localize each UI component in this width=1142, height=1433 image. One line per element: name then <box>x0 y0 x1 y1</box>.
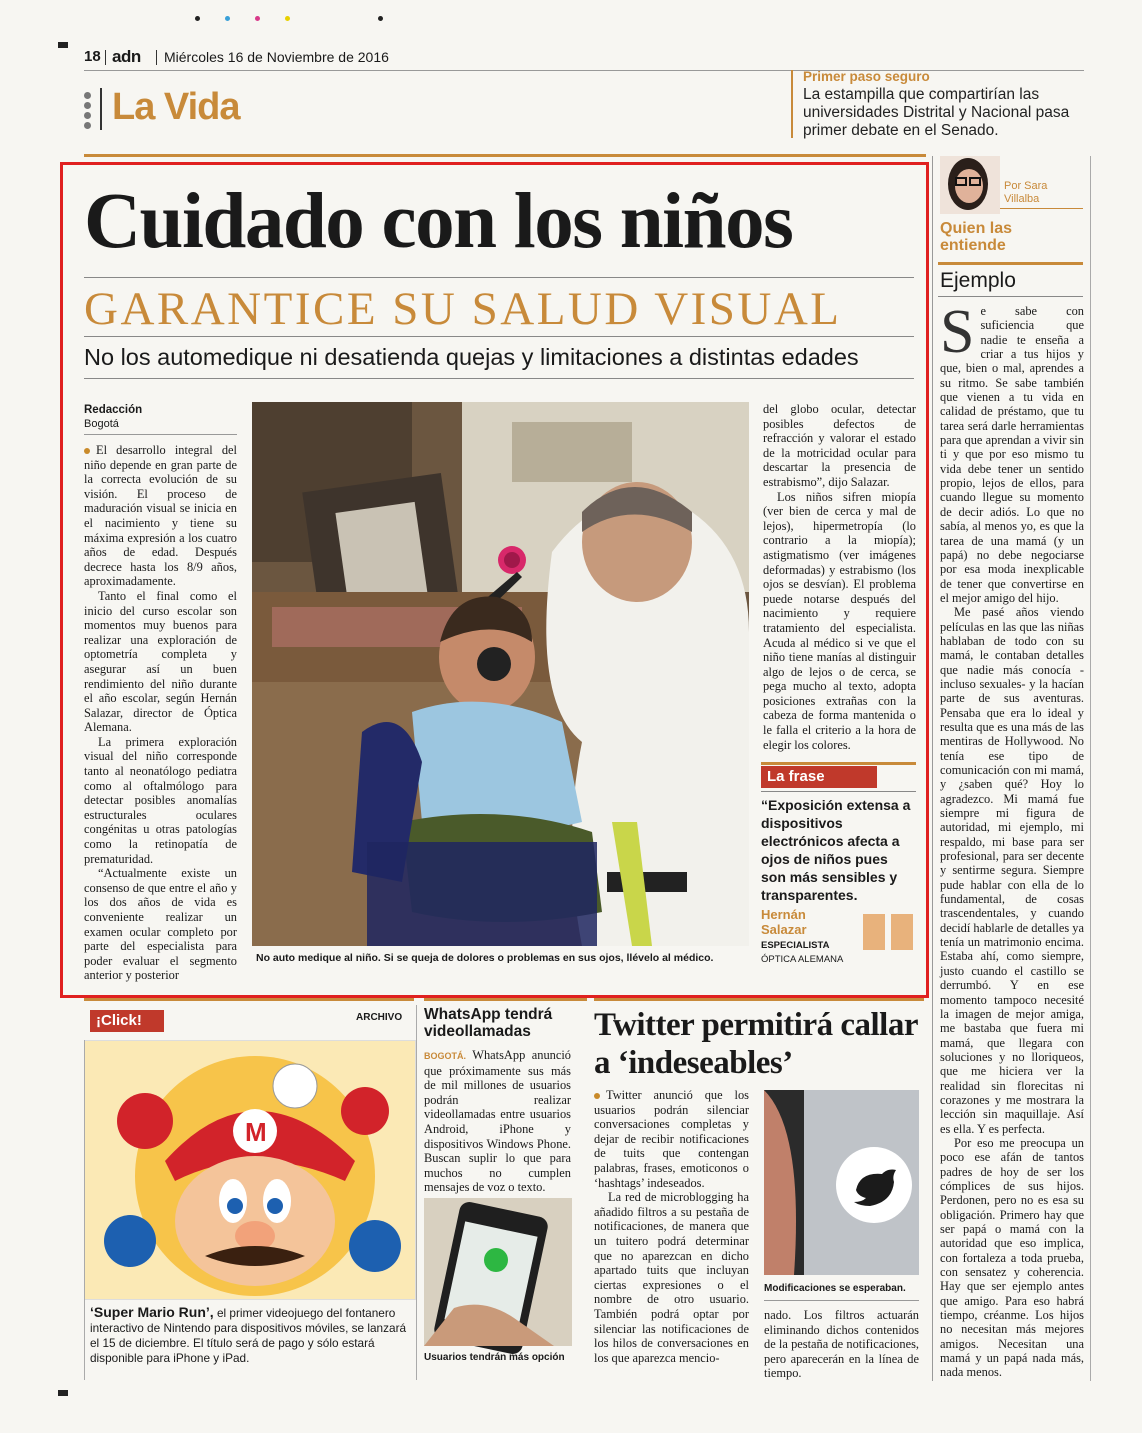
paragraph: Los niños sifren miopía (ver bien de cerca y mal de lejos), hipermetropía (lo contrario a la miopía); astigmatismo (ver imágenes deformadas) y estrabismo (los ojos se desvían). El problema puede notarse después del nacimiento y requiere tratamiento del especialista. Acuda al médico si ve que el niño tiene manías al distinguir algo de lejos o de cerca, se pega mucho al texto, adopta posiciones extrañas con la cabeza de forma mantenida o le falla el criterio a la hora de elegir los colores. <box>763 489 916 752</box>
page-header <box>84 48 1084 71</box>
whatsapp-caption: Usuarios tendrán más opción <box>424 1352 565 1363</box>
byline: Redacción <box>84 404 143 416</box>
svg-text:M: M <box>245 1117 267 1147</box>
whatsapp-location: BOGOTÁ. <box>424 1051 466 1061</box>
whatsapp-text: WhatsApp anunció que próximamente sus más de mil millones de usuarios podrán realizar videollamadas entre usuarios Android, iPhone y dispositivos Windows Phone. Buscan suplir lo que para muchos no cumplen mensajes de voz o texto. <box>424 1048 571 1195</box>
click-caption-title: ‘Super Mario Run’, <box>90 1304 214 1320</box>
paragraph: Tanto el final como el inicio del curso escolar son momentos muy buenos para realizar una exploración de optometría completa y asegurar así un buen rendimiento del niño durante el año escolar, según Hernán Salazar, director de Óptica Alemana. <box>84 588 237 735</box>
avatar <box>940 156 1000 214</box>
quote-role: ESPECIALISTA <box>761 940 830 951</box>
paragraph: “Actualmente existe un consenso de que entre el año y los dos años de vida es conveniente realizar un examen ocular completo por parte del especialista para poder evaluar el segmento anterior y posterior <box>84 866 237 983</box>
paragraph: Twitter anunció que los usuarios podrán silenciar conversaciones completas y dejar de recibir notificaciones de tuits que contengan palabras, frases, emoticonos o ‘hashtags’ indeseados. <box>594 1088 749 1190</box>
click-credit: ARCHIVO <box>356 1012 403 1023</box>
click-caption <box>90 1305 410 1366</box>
paragraph: nado. Los filtros actuarán eliminando dichos contenidos de la pestaña de notificaciones, pero aparecerán en la línea de tiempo. <box>764 1308 919 1381</box>
mario-photo <box>84 1040 416 1300</box>
whatsapp-photo <box>424 1198 572 1346</box>
teaser-text: La estampilla que compartirían las universidades Distrital y Nacional pasa primer debate en el Senado. <box>803 86 1070 139</box>
quote-org: ÓPTICA ALEMANA <box>761 954 844 965</box>
quote-text: “Exposición extensa a dispositivos electrónicos afecta a ojos de niños pues son más sensibles y transparentes. <box>761 797 911 903</box>
twitter-headline: Twitter permitirá callar a ‘indeseables’ <box>594 1007 918 1081</box>
paragraph: Me pasé años viendo películas en las que las niñas hablaban de todo con su mamá, le contaban detalles que nadie más conocía -incluso sexuales- y la hacían parte de sus aventuras. Pensaba que era lo ideal y resulta que es una más de las mentiras de Hollywood. No tenía ese tipo de comunicación con mi mamá, y ¿saben qué? Hoy lo agradezco. Mi mamá fue siempre mi figura de autoridad, mi ejemplo, mi respaldo, mi base para ser profesional, para ser decente y sentirme segura. Siempre pude hablar con ella de lo fundamental, de cosas trascendentales, y cuando decidí hablarle de detalles ya tenía un matrimonio encima. Estaba ahí, como siempre, justo cuando el castillo se derrumbó. Y en ese momento tampoco necesité la imagen de mejor amiga, me bastaba que fuera mi mamá, que llegara con soluciones y no lloriqueos, que me hiciera ver la realidad sin florecitas ni corazones y me mostrara la lección sin maquillaje. Así es ella. Y es perfecta. <box>940 605 1084 1136</box>
section-dots <box>84 92 92 132</box>
bullet-icon <box>594 1093 600 1099</box>
quote-label: La frase <box>761 766 877 788</box>
click-caption-text: el primer videojuego del fontanero interactivo de Nintendo para dispositivos móviles, se lanzará el 15 de diciembre. El título será de pago y sólo estará disponible para iPhone y iPad. <box>90 1306 407 1365</box>
issue-date: Miércoles 16 de Noviembre de 2016 <box>164 49 389 65</box>
paragraph: e sabe con suficiencia que nadie te enseña a criar a tus hijos y que, bien o mal, aprendes a su ritmo. Se sabe también que vienen a tu vida en calidad de préstamo, que tu tarea será darle herramientas para que aprendan a vivir sin ti y que por eso mismo tu vida debe tener un sentido propio, lejos de ellos, para cuando llegue su momento de decir adiós. Lo que no sabía, al menos yo, es que la tarea de una mamá (y un papá) no debe negociarse por esa moda inexplicable de tener que convertirse en el mejor amigo del hijo. <box>940 304 1084 605</box>
dropcap: S <box>940 298 975 366</box>
twitter-bird-illustration <box>764 1090 919 1275</box>
main-headline: Cuidado con los niños <box>84 178 793 265</box>
paragraph: Por eso me preocupa un poco ese afán de tantos padres de hoy de ser los cómplices de sus hijos. Perdonen, pero no es esa su obligación. Primero hay que ser papá o mamá con la autoridad que eso implica, con fortaleza a toda prueba, con sensatez y coherencia. Hay que ser ejemplo antes que amigo. Para eso habrá tiempo, créanme. Los hijos no necesitan más mejores amigos. Necesitan una mamá y un papá nada más, nada menos. <box>940 1135 1084 1380</box>
whatsapp-headline: WhatsApp tendrá videollamadas <box>424 1006 553 1040</box>
main-subhead: GARANTICE SU SALUD VISUAL <box>84 283 842 335</box>
columnist-name: Por Sara Villalba <box>1004 180 1048 205</box>
photo-caption: No auto medique al niño. Si se queja de dolores o problemas en sus ojos, llévelo al médico. <box>256 952 714 964</box>
twitter-body-col2 <box>764 1308 919 1381</box>
phone-illustration <box>424 1198 572 1346</box>
section-title: La Vida <box>112 86 240 128</box>
twitter-photo <box>764 1090 919 1275</box>
brand-logo: adn <box>112 47 141 66</box>
quote-name: Hernán Salazar <box>761 907 807 937</box>
columnist-photo <box>940 156 1000 214</box>
main-deck: No los automedique ni desatienda quejas y limitaciones a distintas edades <box>84 344 859 370</box>
paragraph: El desarrollo integral del niño depende en gran parte de la correcta evolución de su visión. El proceso de maduración visual se inicia en el nacimiento y tiene su máxima expresión a los cuatro años de edad. Después decrece hasta los 8/9 años, aproximadamente. <box>84 443 237 589</box>
click-label: ¡Click! <box>90 1010 164 1032</box>
column-title: Ejemplo <box>940 269 1016 292</box>
whatsapp-body <box>424 1048 571 1195</box>
highlight-frame <box>60 162 929 998</box>
mario-illustration <box>85 1041 415 1299</box>
paragraph: La red de microblogging ha añadido filtros a su pestaña de notificaciones, de manera que un tuitero podrá determinar que no aparezcan en dicho apartado tuits que incluyan ciertas expresiones o el nombre de otro usuario. También podrá optar por silenciar las notificaciones de los hilos de conversaciones en los que aparezca mencio- <box>594 1190 749 1365</box>
twitter-body-col1 <box>594 1088 749 1383</box>
paragraph: La primera exploración visual del niño corresponde tanto al neonatólogo pediatra como al oftalmólogo para detectar posibles anomalías estructurales oculares congénitas u otras patologías como la retinopatía de prematuridad. <box>84 734 237 866</box>
page-number: 18 <box>84 48 101 65</box>
twitter-photo-caption: Modificaciones se esperaban. <box>764 1283 906 1294</box>
column-body <box>940 298 1084 1386</box>
column-series: Quien las entiende <box>940 220 1013 254</box>
paragraph: del globo ocular, detectar posibles defectos de refracción y valorar el estado de la motricidad ocular para descartar la presencia de estrabismo”, dijo Salazar. <box>763 402 916 489</box>
teaser-kicker: Primer paso seguro <box>803 69 930 84</box>
byline-location: Bogotá <box>84 418 119 430</box>
print-registration-marks <box>195 16 395 24</box>
